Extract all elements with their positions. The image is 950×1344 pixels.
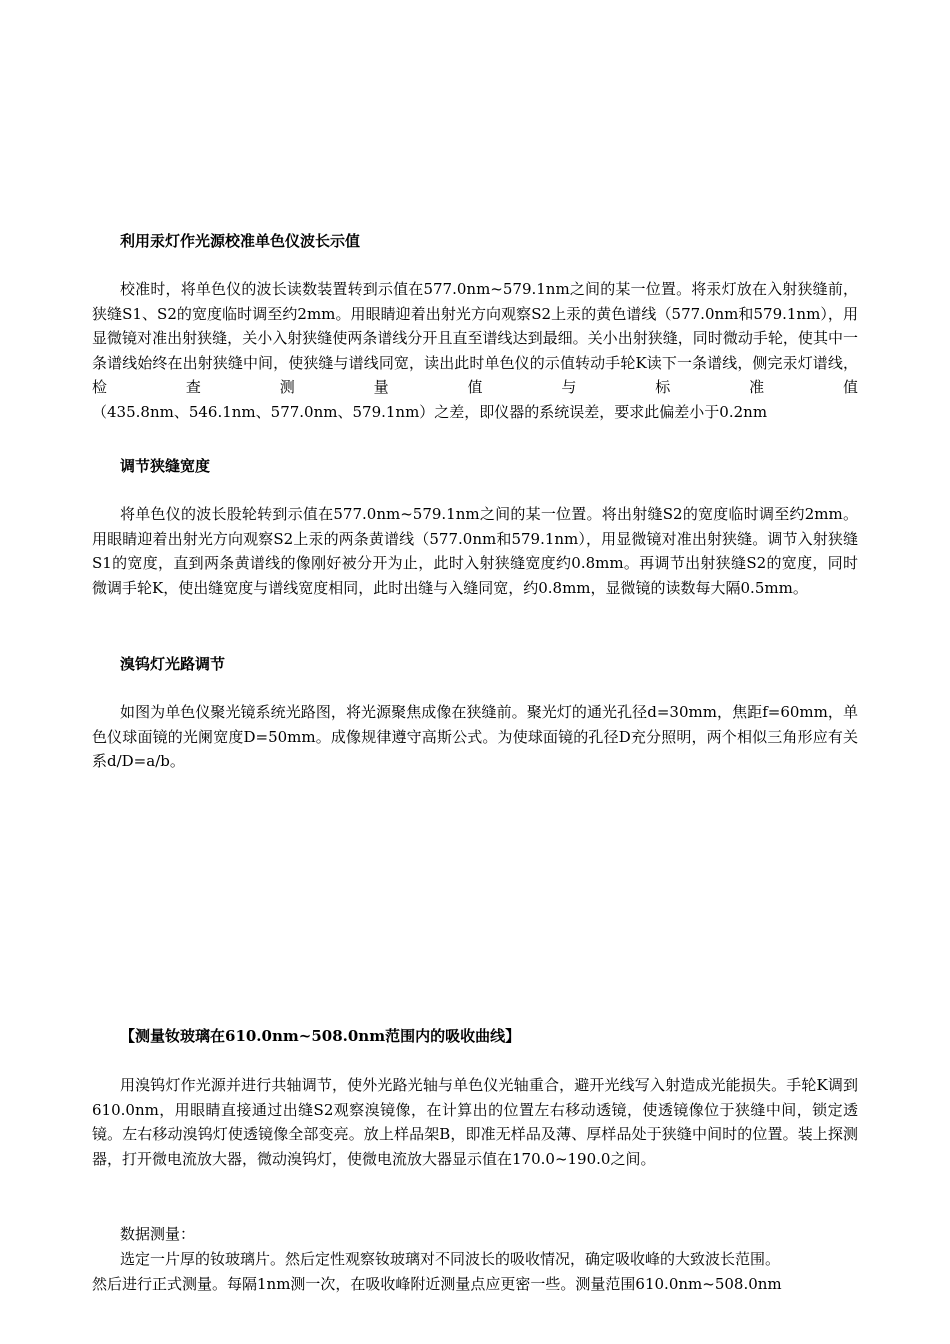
- data-measurement-label: 数据测量：: [120, 1225, 196, 1243]
- section-heading-absorption-curve: 【测量钕玻璃在610.0nm~508.0nm范围内的吸收曲线】: [120, 1027, 521, 1045]
- section-heading-mercury-calibration: 利用汞灯作光源校准单色仪波长示值: [120, 232, 361, 250]
- paragraph-mercury-calibration-last-line: （435.8nm、546.1nm、577.0nm、579.1nm）之差，即仪器的系统误差，要求此偏差小于0.2nm: [92, 403, 768, 421]
- section-heading-tungsten-lamp: 溴钨灯光路调节: [120, 655, 226, 673]
- paragraph-mercury-calibration: 校准时，将单色仪的波长读数装置转到示值在577.0nm~579.1nm之间的某一位置。将汞灯放在入射狭缝前，狭缝S1、S2的宽度临时调至约2mm。用眼睛迎着出射光方向观察S2上汞的黄色谱线（577.0nm和579.1nm），用显微镜对准出射狭缝，关小入射狭缝使两条谱线分开且直至谱线达到最细。关小出射狭缝，同时微动手轮，使其中一条谱线始终在出射狭缝中间，使狭缝与谱线同宽，读出此时单色仪的示值转动手轮K读下一条谱线，侧完汞灯谱线，检查测量值与标准值: [92, 280, 858, 396]
- measurement-line-2: 然后进行正式测量。每隔1nm测一次，在吸收峰附近测量点应更密一些。测量范围610.0nm~508.0nm: [92, 1275, 782, 1293]
- paragraph-tungsten-lamp: 如图为单色仪聚光镜系统光路图，将光源聚焦成像在狭缝前。聚光灯的通光孔径d=30mm，焦距f=60mm，单色仪球面镜的光阑宽度D=50mm。成像规律遵守高斯公式。为使球面镜的孔径D充分照明，两个相似三角形应有关系d/D=a/b。: [92, 703, 858, 770]
- paragraph-slit-width: 将单色仪的波长股轮转到示值在577.0nm~579.1nm之间的某一位置。将出射缝S2的宽度临时调至约2mm。用眼睛迎着出射光方向观察S2上汞的两条黄谱线（577.0nm和579.1nm），用显微镜对准出射狭缝。调节入射狭缝S1的宽度，直到两条黄谱线的像刚好被分开为止，此时入射狭缝宽度约0.8mm。再调节出射狭缝S2的宽度，同时微调手轮K，使出缝宽度与谱线宽度相同，此时出缝与入缝同宽，约0.8mm，显微镜的读数每大隔0.5mm。: [92, 505, 858, 597]
- section-heading-slit-width: 调节狭缝宽度: [120, 457, 211, 475]
- measurement-line-1: 选定一片厚的钕玻璃片。然后定性观察钕玻璃对不同波长的吸收情况，确定吸收峰的大致波长范围。: [120, 1250, 781, 1268]
- paragraph-absorption-setup: 用溴钨灯作光源并进行共轴调节，使外光路光轴与单色仪光轴重合，避开光线写入射造成光能损失。手轮K调到610.0nm，用眼睛直接通过出缝S2观察溴镜像，在计算出的位置左右移动透镜，使透镜像位于狭缝中间，锁定透镜。左右移动溴钨灯使透镜像全部变亮。放上样品架B，即准无样品及薄、厚样品处于狭缝中间时的位置。装上探测器，打开微电流放大器，微动溴钨灯，使微电流放大器显示值在170.0~190.0之间。: [92, 1076, 858, 1168]
